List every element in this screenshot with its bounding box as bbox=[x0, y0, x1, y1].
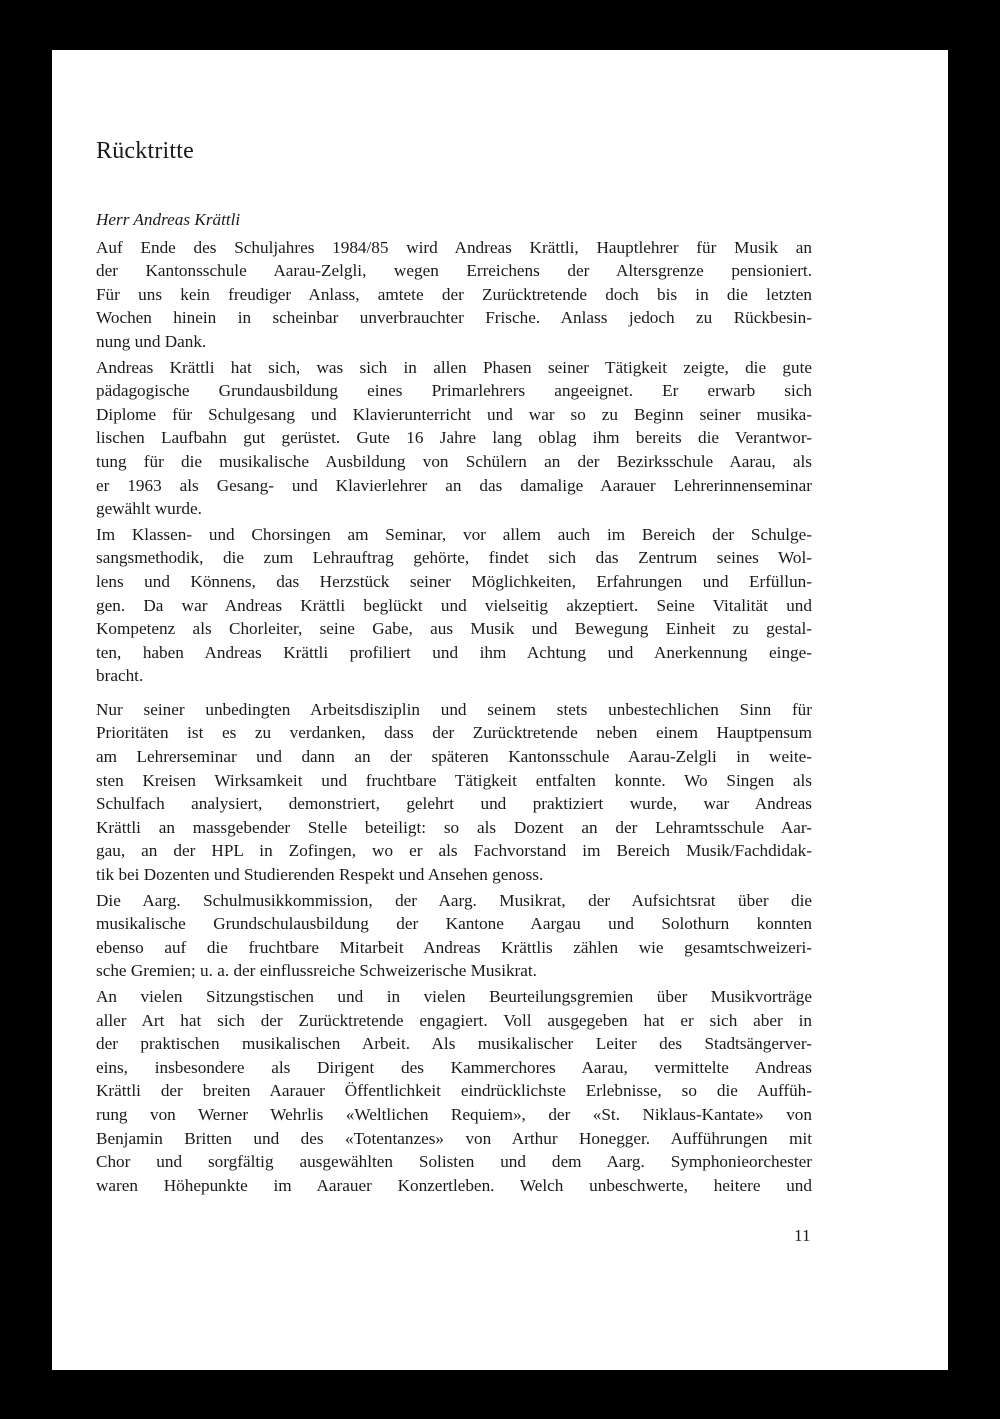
text-line: pädagogische Grundausbildung eines Primarlehrers angeeignet. Er erwarb sich bbox=[96, 381, 812, 401]
text-line: gen. Da war Andreas Krättli beglückt und vielseitig akzeptiert. Seine Vitalität und bbox=[96, 595, 812, 615]
text-line: Im Klassen- und Chorsingen am Seminar, vor allem auch im Bereich der Schulge- bbox=[96, 524, 812, 544]
text-line: der Kantonsschule Aarau-Zelgli, wegen Erreichens der Altersgrenze pensioniert. bbox=[96, 261, 812, 281]
text-line: sangsmethodik, die zum Lehrauftrag gehörte, findet sich das Zentrum seines Wol- bbox=[96, 548, 812, 568]
text-line: gau, an der HPL in Zofingen, wo er als Fachvorstand im Bereich Musik/Fachdidak- bbox=[96, 841, 812, 861]
document-page bbox=[52, 50, 948, 1370]
text-line: Krättli der breiten Aarauer Öffentlichkeit eindrücklichste Erlebnisse, so die Auffüh- bbox=[96, 1081, 812, 1101]
section-subtitle: Herr Andreas Krättli bbox=[96, 210, 241, 229]
text-line: sche Gremien; u. a. der einflussreiche Schweizerische Musikrat. bbox=[96, 961, 537, 981]
text-line: ebenso auf die fruchtbare Mitarbeit Andreas Krättlis zählen wie gesamtschweizeri- bbox=[96, 937, 812, 957]
text-line: Wochen hinein in scheinbar unverbrauchter Frische. Anlass jedoch zu Rückbesin- bbox=[96, 308, 812, 328]
text-line: er 1963 als Gesang- und Klavierlehrer an das damalige Aarauer Lehrerinnenseminar bbox=[96, 475, 812, 495]
text-line: rung von Werner Wehrlis «Weltlichen Requiem», der «St. Niklaus-Kantate» von bbox=[96, 1104, 812, 1124]
text-line: sten Kreisen Wirksamkeit und fruchtbare Tätigkeit entfalten konnte. Wo Singen als bbox=[96, 770, 812, 790]
text-line: tung für die musikalische Ausbildung von Schülern an der Bezirksschule Aarau, als bbox=[96, 451, 812, 471]
page-title: Rücktritte bbox=[96, 138, 194, 164]
text-line: ten, haben Andreas Krättli profiliert und ihm Achtung und Anerkennung einge- bbox=[96, 642, 812, 662]
text-line: aller Art hat sich der Zurücktretende engagiert. Voll ausgegeben hat er sich aber in bbox=[96, 1010, 812, 1030]
text-line: waren Höhepunkte im Aarauer Konzertleben. Welch unbeschwerte, heitere und bbox=[96, 1175, 812, 1195]
text-line: lischen Laufbahn gut gerüstet. Gute 16 Jahre lang oblag ihm bereits die Verantwor- bbox=[96, 428, 812, 448]
text-line: Prioritäten ist es zu verdanken, dass der Zurücktretende neben einem Hauptpensum bbox=[96, 723, 812, 743]
text-line: Chor und sorgfältig ausgewählten Solisten und dem Aarg. Symphonieorchester bbox=[96, 1152, 812, 1172]
paragraph-6 bbox=[96, 985, 812, 1197]
text-line: am Lehrerseminar und dann an der späteren Kantonsschule Aarau-Zelgli in weite- bbox=[96, 747, 812, 767]
text-line: eins, insbesondere als Dirigent des Kammerchores Aarau, vermittelte Andreas bbox=[96, 1057, 812, 1077]
text-line: Nur seiner unbedingten Arbeitsdisziplin und seinem stets unbestechlichen Sinn für bbox=[96, 699, 812, 719]
page-number: 11 bbox=[794, 1226, 811, 1245]
text-line: der praktischen musikalischen Arbeit. Als musikalischer Leiter des Stadtsängerver- bbox=[96, 1034, 812, 1054]
paragraph-5 bbox=[96, 889, 812, 983]
text-line: Schulfach analysiert, demonstriert, gelehrt und praktiziert wurde, war Andreas bbox=[96, 794, 812, 814]
text-line: Auf Ende des Schuljahres 1984/85 wird Andreas Krättli, Hauptlehrer für Musik an bbox=[96, 237, 812, 257]
text-line: Die Aarg. Schulmusikkommission, der Aarg. Musikrat, der Aufsichtsrat über die bbox=[96, 890, 812, 910]
text-line: Diplome für Schulgesang und Klavierunterricht und war so zu Beginn seiner musika- bbox=[96, 404, 812, 424]
text-line: Benjamin Britten und des «Totentanzes» von Arthur Honegger. Aufführungen mit bbox=[96, 1128, 812, 1148]
text-line: musikalische Grundschulausbildung der Kantone Aargau und Solothurn konnten bbox=[96, 914, 812, 934]
paragraph-1 bbox=[96, 236, 812, 354]
text-line: bracht. bbox=[96, 666, 144, 686]
text-line: tik bei Dozenten und Studierenden Respekt und Ansehen genoss. bbox=[96, 865, 544, 885]
text-line: Für uns kein freudiger Anlass, amtete der Zurücktretende doch bis in die letzten bbox=[96, 284, 812, 304]
article-body bbox=[96, 208, 812, 1199]
text-line: nung und Dank. bbox=[96, 331, 207, 351]
text-line: An vielen Sitzungstischen und in vielen Beurteilungsgremien über Musikvorträge bbox=[96, 987, 812, 1006]
paragraph-3 bbox=[96, 523, 812, 688]
text-line: lens und Könnens, das Herzstück seiner Möglichkeiten, Erfahrungen und Erfüllun- bbox=[96, 571, 812, 591]
paragraph-4 bbox=[96, 698, 812, 887]
text-line: Krättli an massgebender Stelle beteiligt: so als Dozent an der Lehramtsschule Aar- bbox=[96, 817, 812, 837]
paragraph-2 bbox=[96, 356, 812, 521]
text-line: gewählt wurde. bbox=[96, 499, 202, 519]
text-line: Kompetenz als Chorleiter, seine Gabe, aus Musik und Bewegung Einheit zu gestal- bbox=[96, 619, 812, 639]
text-line: Andreas Krättli hat sich, was sich in allen Phasen seiner Tätigkeit zeigte, die gute bbox=[96, 357, 812, 377]
